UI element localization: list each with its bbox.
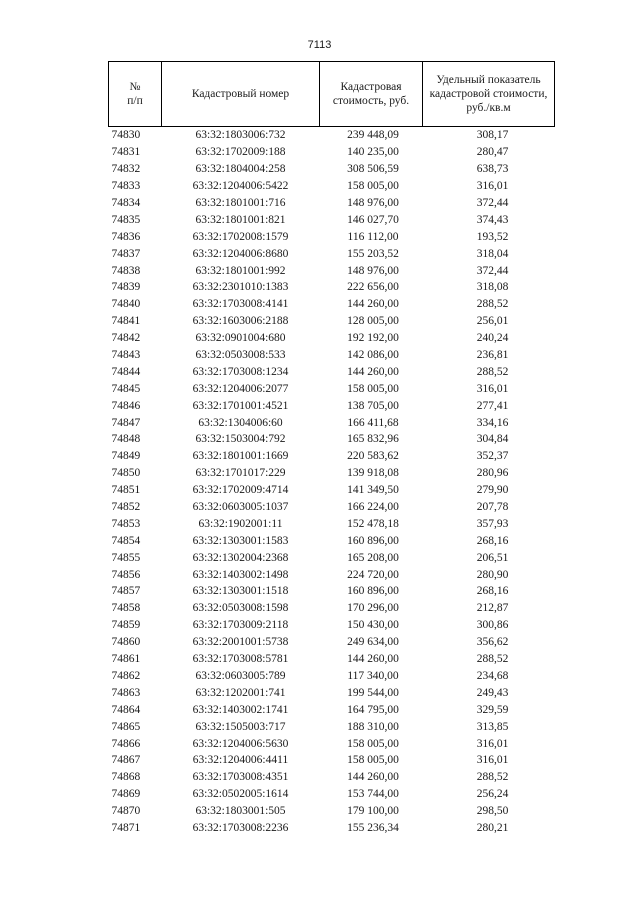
cadastral-value-cell: 179 100,00: [347, 805, 399, 818]
cadastral-number-cell: 63:32:1204006:8680: [192, 247, 289, 260]
unit-value-cell: 280,90: [476, 568, 509, 581]
row-number-cell: 74831: [111, 146, 141, 159]
cadastral-number-cell: 63:32:1801001:992: [195, 264, 286, 277]
cadastral-value-cell: 148 976,00: [347, 197, 399, 209]
unit-value-cell: 193,52: [476, 230, 509, 243]
unit-value-cell: 318,08: [476, 281, 509, 294]
unit-value-cell: 207,78: [476, 501, 509, 514]
row-number-cell: 74837: [111, 247, 141, 260]
cadastral-value-cell: 128 005,00: [347, 315, 399, 328]
header-row-number: № п/п: [109, 62, 162, 127]
cadastral-value-cell: 222 656,00: [347, 281, 399, 294]
table-row: [109, 532, 555, 549]
unit-value-cell: 316,01: [476, 180, 509, 193]
cadastral-number-cell: 63:32:1303001:1583: [192, 534, 289, 547]
table-row: [109, 211, 555, 228]
cadastral-value-cell: 224 720,00: [347, 568, 399, 581]
table-row: [109, 515, 555, 532]
table-header: [109, 62, 555, 127]
cadastral-number-cell: 63:32:0603005:1037: [192, 501, 289, 514]
unit-value-cell: 277,41: [476, 399, 509, 412]
cadastral-value-cell: 160 896,00: [347, 534, 399, 547]
cadastral-value-cell: 239 448,09: [347, 129, 399, 142]
cadastral-value-cell: 148 976,00: [347, 264, 399, 277]
cadastral-number-cell: 63:32:1702009:188: [195, 146, 286, 159]
unit-value-cell: 313,85: [476, 720, 509, 733]
cadastral-number-cell: 63:32:1803006:732: [195, 129, 286, 142]
unit-value-cell: 280,96: [476, 467, 509, 480]
table-row: [109, 448, 555, 465]
unit-value-cell: 329,59: [476, 703, 509, 716]
table-row: [109, 499, 555, 516]
cadastral-number-cell: 63:32:1803001:505: [195, 805, 286, 818]
cadastral-value-cell: 116 112,00: [347, 230, 399, 243]
cadastral-value-cell: 158 005,00: [347, 737, 399, 750]
row-number-cell: 74839: [111, 281, 141, 294]
unit-value-cell: 280,21: [476, 821, 509, 834]
cadastral-number-cell: 63:32:1403002:1498: [192, 568, 289, 581]
row-number-cell: 74844: [111, 365, 141, 378]
unit-value-cell: 298,50: [476, 805, 509, 818]
cadastral-value-cell: 155 236,34: [347, 821, 399, 834]
cadastral-value-cell: 138 705,00: [347, 399, 399, 412]
unit-value-cell: 268,16: [476, 585, 509, 598]
cadastral-number-cell: 63:32:1702008:1579: [192, 230, 289, 243]
cadastral-number-cell: 63:32:1801001:1669: [192, 450, 289, 463]
unit-value-cell: 288,52: [476, 365, 509, 378]
row-number-cell: 74836: [111, 230, 141, 243]
unit-value-cell: 316,01: [476, 382, 509, 395]
row-number-cell: 74847: [111, 416, 141, 429]
row-number-cell: 74856: [111, 568, 141, 581]
cadastral-value-cell: 308 506,59: [347, 163, 399, 176]
cadastral-number-cell: 63:32:0603005:789: [195, 669, 286, 682]
unit-value-cell: 316,01: [476, 737, 509, 750]
cadastral-value-cell: 146 027,70: [347, 213, 399, 226]
unit-value-cell: 316,01: [476, 754, 509, 767]
table-row: [109, 178, 555, 195]
unit-value-cell: 300,86: [476, 619, 509, 632]
unit-value-cell: 206,51: [476, 551, 509, 564]
row-number-cell: 74830: [111, 129, 141, 142]
row-number-cell: 74864: [111, 703, 141, 716]
unit-value-cell: 288,52: [476, 771, 509, 784]
cadastral-number-cell: 63:32:1702009:4714: [192, 484, 289, 497]
row-number-cell: 74866: [111, 737, 141, 750]
row-number-cell: 74870: [111, 805, 141, 818]
table-row: [109, 380, 555, 397]
row-number-cell: 74857: [111, 585, 141, 598]
table-row: [109, 617, 555, 634]
row-number-cell: 74855: [111, 551, 141, 564]
cadastral-value-cell: 141 349,50: [347, 484, 399, 497]
unit-value-cell: 304,84: [476, 433, 509, 446]
table-row: [109, 735, 555, 752]
cadastral-number-cell: 63:32:1204006:5630: [192, 737, 289, 750]
cadastral-value-cell: 170 296,00: [347, 602, 399, 615]
table-row: [109, 347, 555, 364]
row-number-cell: 74851: [111, 484, 141, 497]
unit-value-cell: 256,01: [476, 315, 509, 328]
cadastral-value-cell: 142 086,00: [347, 349, 399, 362]
cadastral-number-cell: 63:32:1304006:60: [198, 416, 283, 429]
unit-value-cell: 279,90: [476, 484, 509, 497]
table-row: [109, 482, 555, 499]
header-unit-value: Удельный показатель кадастровой стоимости, руб./кв.м: [423, 62, 555, 127]
table-row: [109, 566, 555, 583]
row-number-cell: 74843: [111, 349, 141, 362]
table-row: [109, 803, 555, 820]
row-number-cell: 74833: [111, 180, 141, 193]
row-number-cell: 74868: [111, 771, 141, 784]
table-row: [109, 786, 555, 803]
row-number-cell: 74854: [111, 534, 141, 547]
unit-value-cell: 268,16: [476, 534, 509, 547]
table-row: [109, 414, 555, 431]
cadastral-value-cell: 140 235,00: [347, 146, 399, 159]
table-row: [109, 363, 555, 380]
cadastral-number-cell: 63:32:1703008:4141: [192, 298, 289, 311]
cadastral-number-cell: 63:32:0503008:1598: [192, 602, 289, 615]
cadastral-number-cell: 63:32:1202001:741: [195, 686, 286, 699]
cadastral-number-cell: 63:32:1703008:1234: [192, 365, 289, 378]
table-row: [109, 684, 555, 701]
cadastral-number-cell: 63:32:1701001:4521: [192, 399, 289, 412]
cadastral-number-cell: 63:32:1204006:2077: [192, 382, 289, 395]
row-number-cell: 74835: [111, 213, 141, 226]
cadastral-number-cell: 63:32:1703008:5781: [192, 653, 289, 666]
table-row: [109, 313, 555, 330]
table-row: [109, 701, 555, 718]
cadastral-value-cell: 158 005,00: [347, 382, 399, 395]
unit-value-cell: 280,47: [476, 146, 509, 159]
cadastral-number-cell: 63:32:1703008:2236: [192, 821, 289, 834]
cadastral-value-cell: 166 224,00: [347, 501, 399, 514]
unit-value-cell: 356,62: [476, 636, 509, 649]
cadastral-value-cell: 153 744,00: [347, 788, 399, 801]
row-number-cell: 74842: [111, 332, 141, 345]
cadastral-number-cell: 63:32:1204006:5422: [192, 180, 289, 193]
cadastral-value-cell: 165 208,00: [347, 551, 399, 564]
cadastral-number-cell: 63:32:1302004:2368: [192, 551, 289, 564]
row-number-cell: 74865: [111, 720, 141, 733]
cadastral-number-cell: 63:32:1503004:792: [195, 433, 286, 446]
cadastral-number-cell: 63:32:1603006:2188: [192, 315, 289, 328]
row-number-cell: 74849: [111, 450, 141, 463]
table-row: [109, 583, 555, 600]
cadastral-value-cell: 249 634,00: [347, 636, 399, 649]
cadastral-value-cell: 150 430,00: [347, 619, 399, 632]
cadastral-value-cell: 164 795,00: [347, 703, 399, 716]
cadastral-value-cell: 166 411,68: [347, 416, 399, 429]
row-number-cell: 74853: [111, 517, 141, 530]
unit-value-cell: 638,73: [476, 163, 509, 176]
row-number-cell: 74848: [111, 433, 141, 446]
cadastral-number-cell: 63:32:1902001:11: [198, 517, 283, 530]
table-row: [109, 397, 555, 414]
table-row: [109, 245, 555, 262]
cadastral-number-cell: 63:32:1701017:229: [195, 467, 286, 480]
table-row: [109, 668, 555, 685]
header-cadastral-value: Кадастровая стоимость, руб.: [320, 62, 423, 127]
cadastral-number-cell: 63:32:0502005:1614: [192, 788, 289, 801]
table-body: [109, 127, 555, 837]
table-row: [109, 431, 555, 448]
unit-value-cell: 374,43: [476, 213, 509, 226]
table-row: [109, 651, 555, 668]
unit-value-cell: 240,24: [476, 332, 509, 345]
table-row: [109, 769, 555, 786]
header-cadastral-number: Кадастровый номер: [162, 62, 320, 127]
cadastral-number-cell: 63:32:1703008:4351: [192, 771, 289, 784]
cadastral-number-cell: 63:32:1801001:821: [195, 213, 286, 226]
row-number-cell: 74846: [111, 399, 141, 412]
cadastral-value-cell: 155 203,52: [347, 247, 399, 260]
row-number-cell: 74867: [111, 754, 141, 767]
table-row: [109, 228, 555, 245]
table-row: [109, 144, 555, 161]
row-number-cell: 74858: [111, 602, 141, 615]
table-row: [109, 718, 555, 735]
cadastral-value-cell: 199 544,00: [347, 686, 399, 699]
row-number-cell: 74832: [111, 163, 141, 176]
row-number-cell: 74834: [111, 197, 141, 209]
unit-value-cell: 352,37: [476, 450, 509, 463]
cadastral-number-cell: 63:32:0503008:533: [195, 349, 286, 362]
cadastral-value-cell: 188 310,00: [347, 720, 399, 733]
table-row: [109, 465, 555, 482]
unit-value-cell: 256,24: [476, 788, 509, 801]
unit-value-cell: 249,43: [476, 686, 509, 699]
unit-value-cell: 212,87: [476, 602, 509, 615]
table-row: [109, 330, 555, 347]
unit-value-cell: 288,52: [476, 653, 509, 666]
cadastral-value-cell: 139 918,08: [347, 467, 399, 480]
cadastral-number-cell: 63:32:0901004:680: [195, 332, 286, 345]
cadastral-number-cell: 63:32:2301010:1383: [192, 281, 289, 294]
row-number-cell: 74863: [111, 686, 141, 699]
cadastre-table: [108, 61, 555, 836]
row-number-cell: 74871: [111, 821, 141, 834]
table-row: [109, 127, 555, 144]
table-row: [109, 752, 555, 769]
row-number-cell: 74841: [111, 315, 141, 328]
table-row: [109, 161, 555, 178]
table-row: [109, 634, 555, 651]
cadastral-number-cell: 63:32:1403002:1741: [192, 703, 289, 716]
cadastral-value-cell: 220 583,62: [347, 450, 399, 463]
cadastral-value-cell: 192 192,00: [347, 332, 399, 345]
row-number-cell: 74862: [111, 669, 141, 682]
cadastral-value-cell: 144 260,00: [347, 771, 399, 784]
cadastral-value-cell: 165 832,96: [347, 433, 399, 446]
unit-value-cell: 318,04: [476, 247, 509, 260]
row-number-cell: 74838: [111, 264, 141, 277]
header-row: [109, 62, 555, 127]
row-number-cell: 74850: [111, 467, 141, 480]
cadastral-number-cell: 63:32:1204006:4411: [192, 754, 289, 767]
cadastral-value-cell: 158 005,00: [347, 180, 399, 193]
row-number-cell: 74869: [111, 788, 141, 801]
cadastral-value-cell: 144 260,00: [347, 365, 399, 378]
unit-value-cell: 372,44: [476, 197, 509, 209]
cadastral-number-cell: 63:32:2001001:5738: [192, 636, 289, 649]
cadastral-number-cell: 63:32:1801001:716: [195, 197, 286, 209]
cadastral-number-cell: 63:32:1303001:1518: [192, 585, 289, 598]
table-row: [109, 262, 555, 279]
table-row: [109, 820, 555, 837]
cadastral-value-cell: 152 478,18: [347, 517, 399, 530]
row-number-cell: 74860: [111, 636, 141, 649]
row-number-cell: 74861: [111, 653, 141, 666]
unit-value-cell: 236,81: [476, 349, 509, 362]
unit-value-cell: 334,16: [476, 416, 509, 429]
cadastral-value-cell: 144 260,00: [347, 298, 399, 311]
unit-value-cell: 357,93: [476, 517, 509, 530]
cadastral-number-cell: 63:32:1703009:2118: [192, 619, 289, 632]
cadastral-value-cell: 144 260,00: [347, 653, 399, 666]
table-row: [109, 296, 555, 313]
unit-value-cell: 372,44: [476, 264, 509, 277]
cadastral-number-cell: 63:32:1804004:258: [195, 163, 286, 176]
unit-value-cell: 308,17: [476, 129, 509, 142]
row-number-cell: 74845: [111, 382, 141, 395]
page-number: 7113: [307, 39, 332, 51]
row-number-cell: 74859: [111, 619, 141, 632]
table-row: [109, 549, 555, 566]
unit-value-cell: 234,68: [476, 669, 509, 682]
table-row: [109, 195, 555, 212]
row-number-cell: 74840: [111, 298, 141, 311]
cadastral-value-cell: 160 896,00: [347, 585, 399, 598]
cadastral-number-cell: 63:32:1505003:717: [195, 720, 286, 733]
table-row: [109, 279, 555, 296]
cadastral-value-cell: 158 005,00: [347, 754, 399, 767]
row-number-cell: 74852: [111, 501, 141, 514]
cadastral-value-cell: 117 340,00: [347, 669, 399, 682]
table-row: [109, 600, 555, 617]
unit-value-cell: 288,52: [476, 298, 509, 311]
